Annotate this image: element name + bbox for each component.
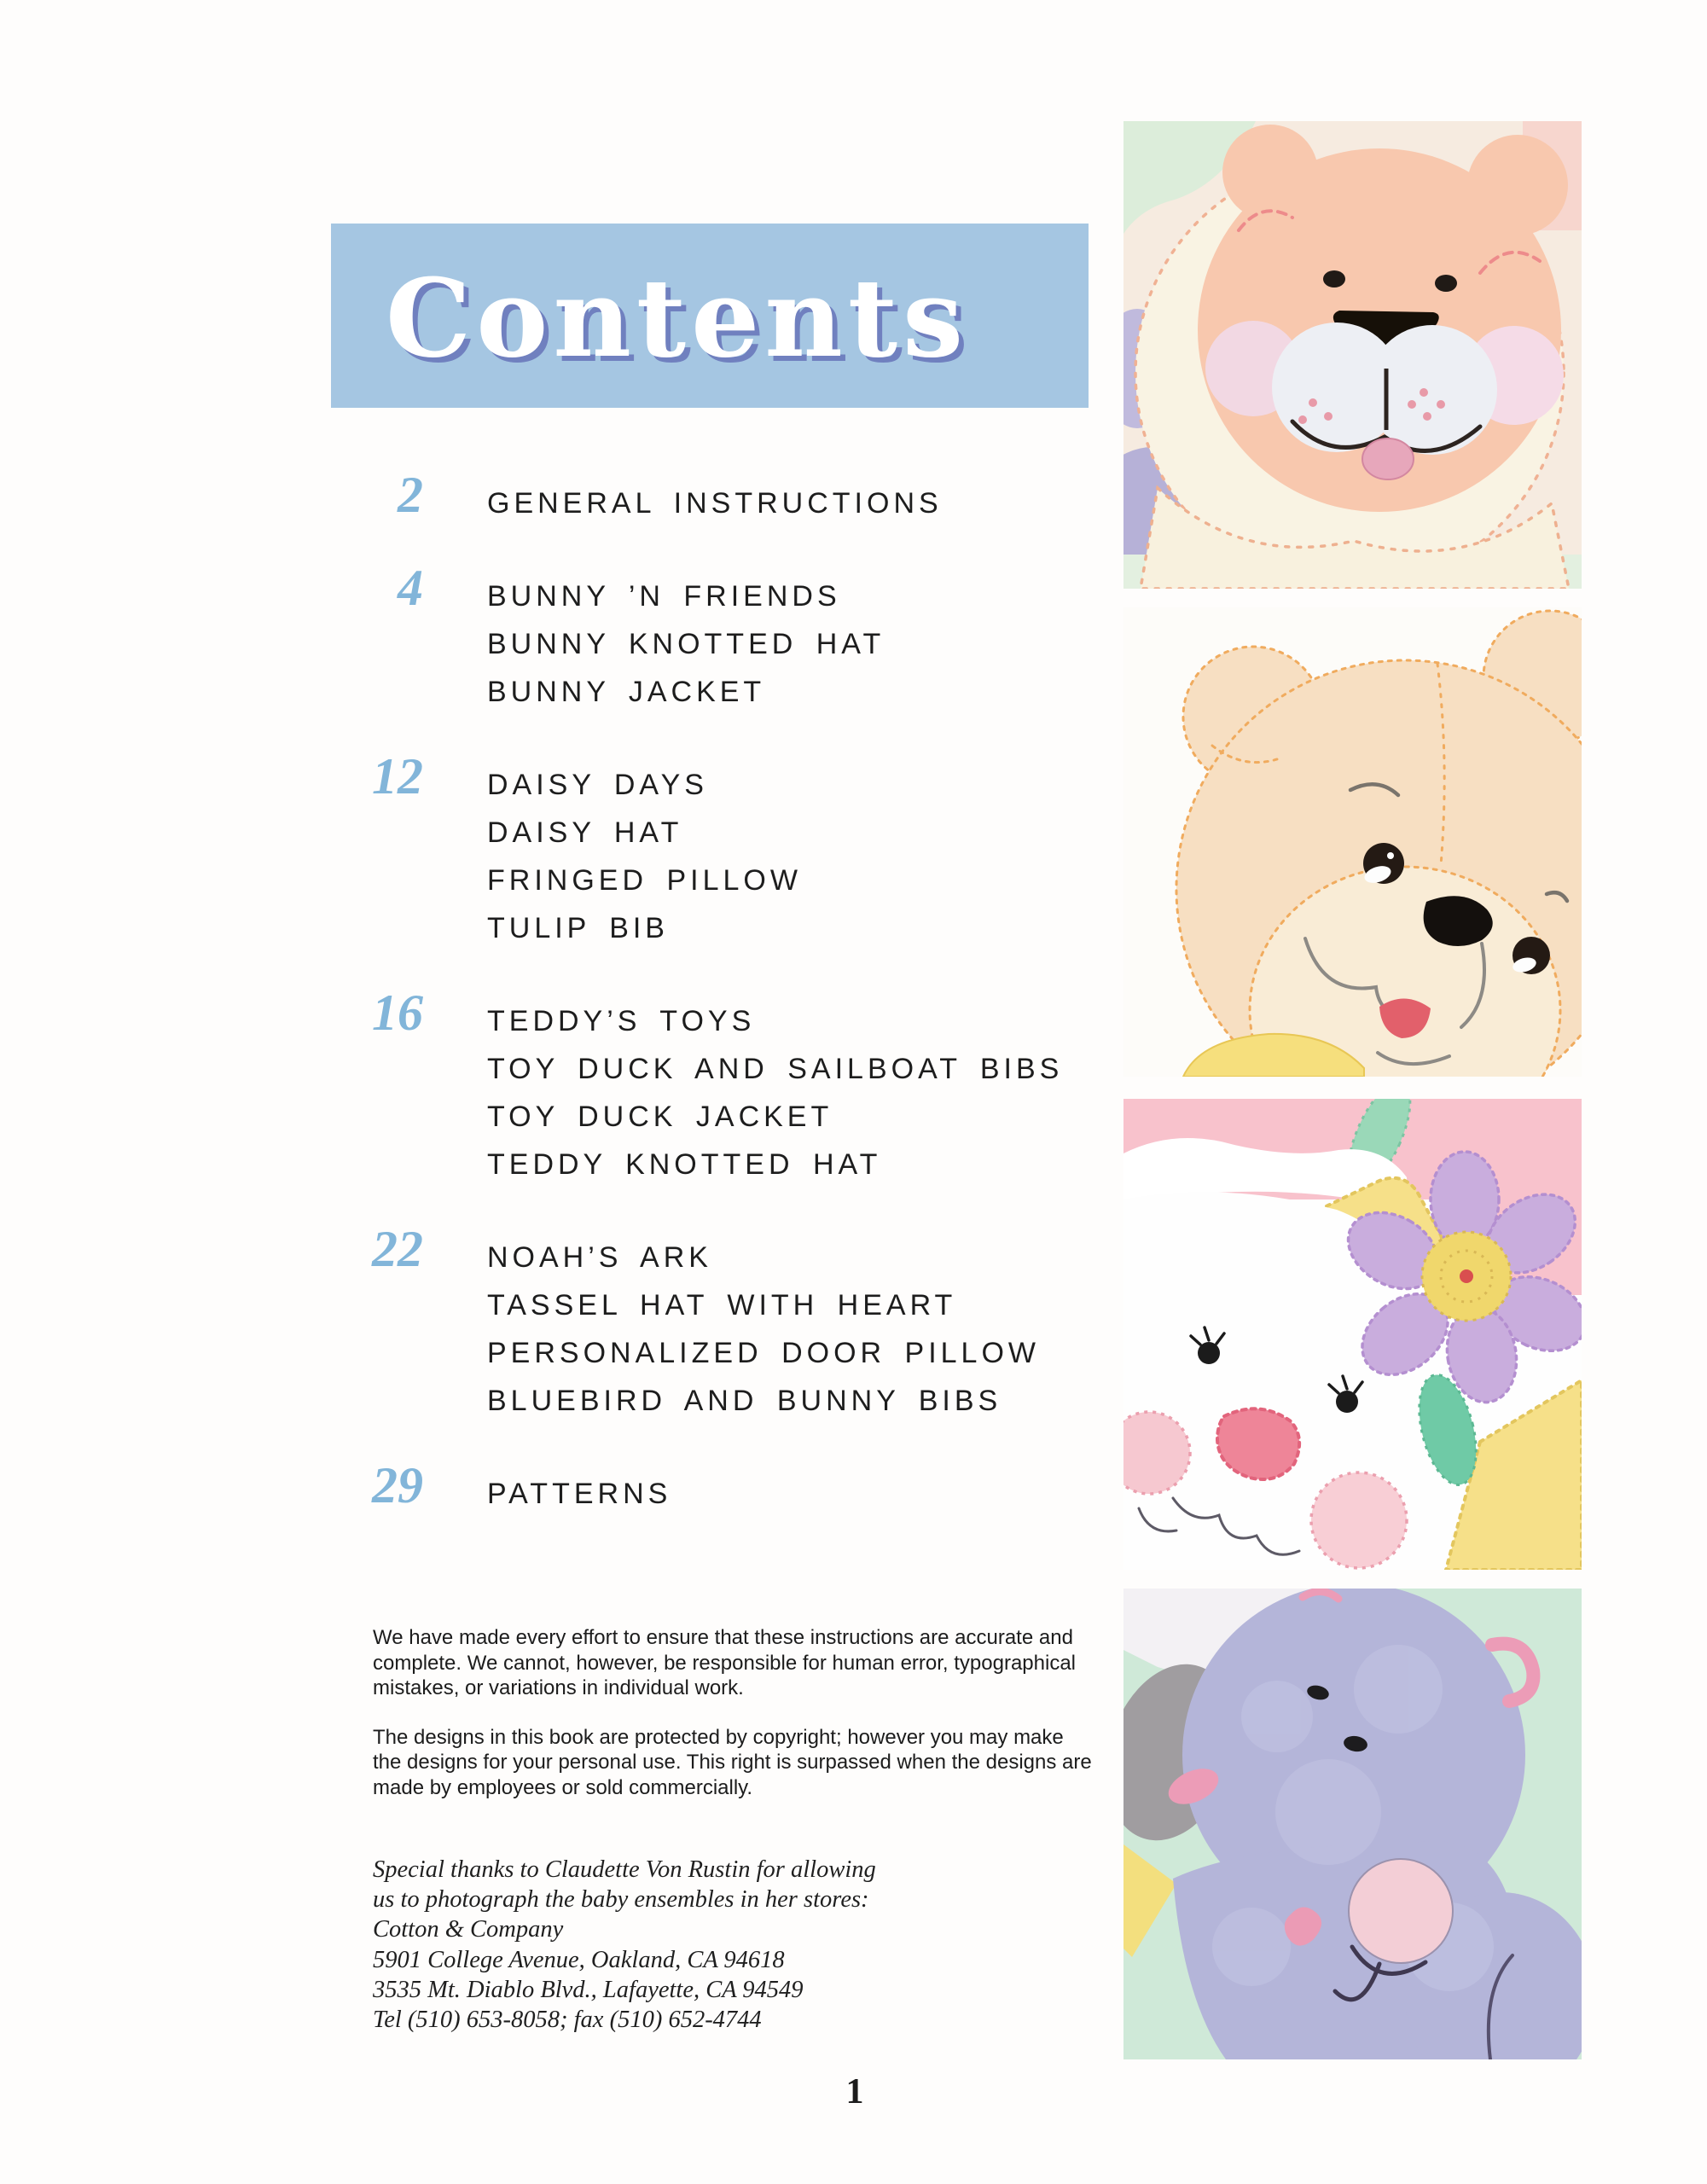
toc-title-line: TEDDY’S TOYS xyxy=(487,1005,756,1037)
text-line: 3535 Mt. Diablo Blvd., Lafayette, CA 94549 xyxy=(373,1976,804,2003)
toc-entry-titles xyxy=(487,761,802,952)
photo-felt-lion xyxy=(1123,121,1582,589)
teddy-illustration xyxy=(1123,607,1582,1077)
toc-title-line: BUNNY JACKET xyxy=(487,676,766,708)
toc-entry-general-instructions xyxy=(290,467,1092,527)
toc-title-line: DAISY DAYS xyxy=(487,769,708,801)
text-line: complete. We cannot, however, be responsible for human error, typographical xyxy=(373,1651,1077,1675)
toc-entry-bunny-n-friends xyxy=(290,560,1092,716)
text-line: Cotton & Company xyxy=(373,1916,564,1943)
toc-title-line: TOY DUCK AND SAILBOAT BIBS xyxy=(487,1053,1064,1085)
credits-text xyxy=(373,1855,876,2035)
toc-entry-patterns xyxy=(290,1457,1092,1518)
text-line: The designs in this book are protected by copyright; however you may make xyxy=(373,1725,1064,1749)
toc-entry-noahs-ark xyxy=(290,1221,1092,1425)
toc-entry-titles xyxy=(487,572,885,716)
toc-entry-titles xyxy=(487,479,943,527)
toc-title-line: DAISY HAT xyxy=(487,816,683,849)
toc-title-line: GENERAL INSTRUCTIONS xyxy=(487,487,943,520)
text-line: mistakes, or variations in individual work. xyxy=(373,1676,744,1699)
toc-title-line: TASSEL HAT WITH HEART xyxy=(487,1289,957,1321)
toc-title-line: FRINGED PILLOW xyxy=(487,864,802,897)
toc-title-line: BLUEBIRD AND BUNNY BIBS xyxy=(487,1385,1002,1417)
text-line: Special thanks to Claudette Von Rustin for allowing xyxy=(373,1856,876,1883)
toc-title-line: TULIP BIB xyxy=(487,912,669,944)
photo-felt-lavender-bear xyxy=(1123,1589,1582,2059)
toc-page-number: 12 xyxy=(372,748,423,804)
toc-entry-titles xyxy=(487,1470,671,1518)
toc-title-line: BUNNY ’N FRIENDS xyxy=(487,580,841,613)
toc-entry-titles xyxy=(487,997,1063,1188)
text-line: us to photograph the baby ensembles in her stores: xyxy=(373,1886,869,1914)
toc-title-line: TOY DUCK JACKET xyxy=(487,1101,833,1133)
toc-page-number: 2 xyxy=(398,467,423,523)
toc-title-line: PERSONALIZED DOOR PILLOW xyxy=(487,1337,1040,1369)
table-of-contents xyxy=(290,467,1092,1563)
folio-page-number: 1 xyxy=(845,2072,864,2111)
toc-entry-daisy-days xyxy=(290,748,1092,952)
photo-felt-teddy xyxy=(1123,607,1582,1077)
toc-page-number: 22 xyxy=(372,1221,423,1277)
lion-illustration xyxy=(1123,121,1582,589)
text-line: Tel (510) 653-8058; fax (510) 652-4744 xyxy=(373,2007,762,2034)
toc-title-line: PATTERNS xyxy=(487,1478,672,1510)
contents-banner xyxy=(331,224,1089,408)
lavender-bear-illustration xyxy=(1123,1589,1582,2059)
toc-title-line: BUNNY KNOTTED HAT xyxy=(487,628,885,660)
text-line: the designs for your personal use. This right is surpassed when the designs are xyxy=(373,1751,1092,1774)
disclaimer-text xyxy=(373,1625,1092,1800)
toc-page-number: 4 xyxy=(398,560,423,616)
lamb-illustration xyxy=(1123,1099,1582,1570)
toc-page-number: 16 xyxy=(372,985,423,1041)
text-line: We have made every effort to ensure that these instructions are accurate and xyxy=(373,1626,1073,1649)
photo-felt-lamb xyxy=(1123,1099,1582,1570)
toc-title-line: NOAH’S ARK xyxy=(487,1241,712,1274)
text-line: made by employees or sold commercially. xyxy=(373,1775,753,1799)
text-line: 5901 College Avenue, Oakland, CA 94618 xyxy=(373,1946,785,1973)
toc-page-number: 29 xyxy=(372,1457,423,1513)
toc-entry-titles xyxy=(487,1234,1040,1425)
disclaimer-paragraph-1 xyxy=(373,1625,1092,1701)
disclaimer-paragraph-2 xyxy=(373,1725,1092,1801)
toc-entry-teddys-toys xyxy=(290,985,1092,1188)
page-title: Contents xyxy=(386,255,969,381)
toc-title-line: TEDDY KNOTTED HAT xyxy=(487,1148,882,1181)
